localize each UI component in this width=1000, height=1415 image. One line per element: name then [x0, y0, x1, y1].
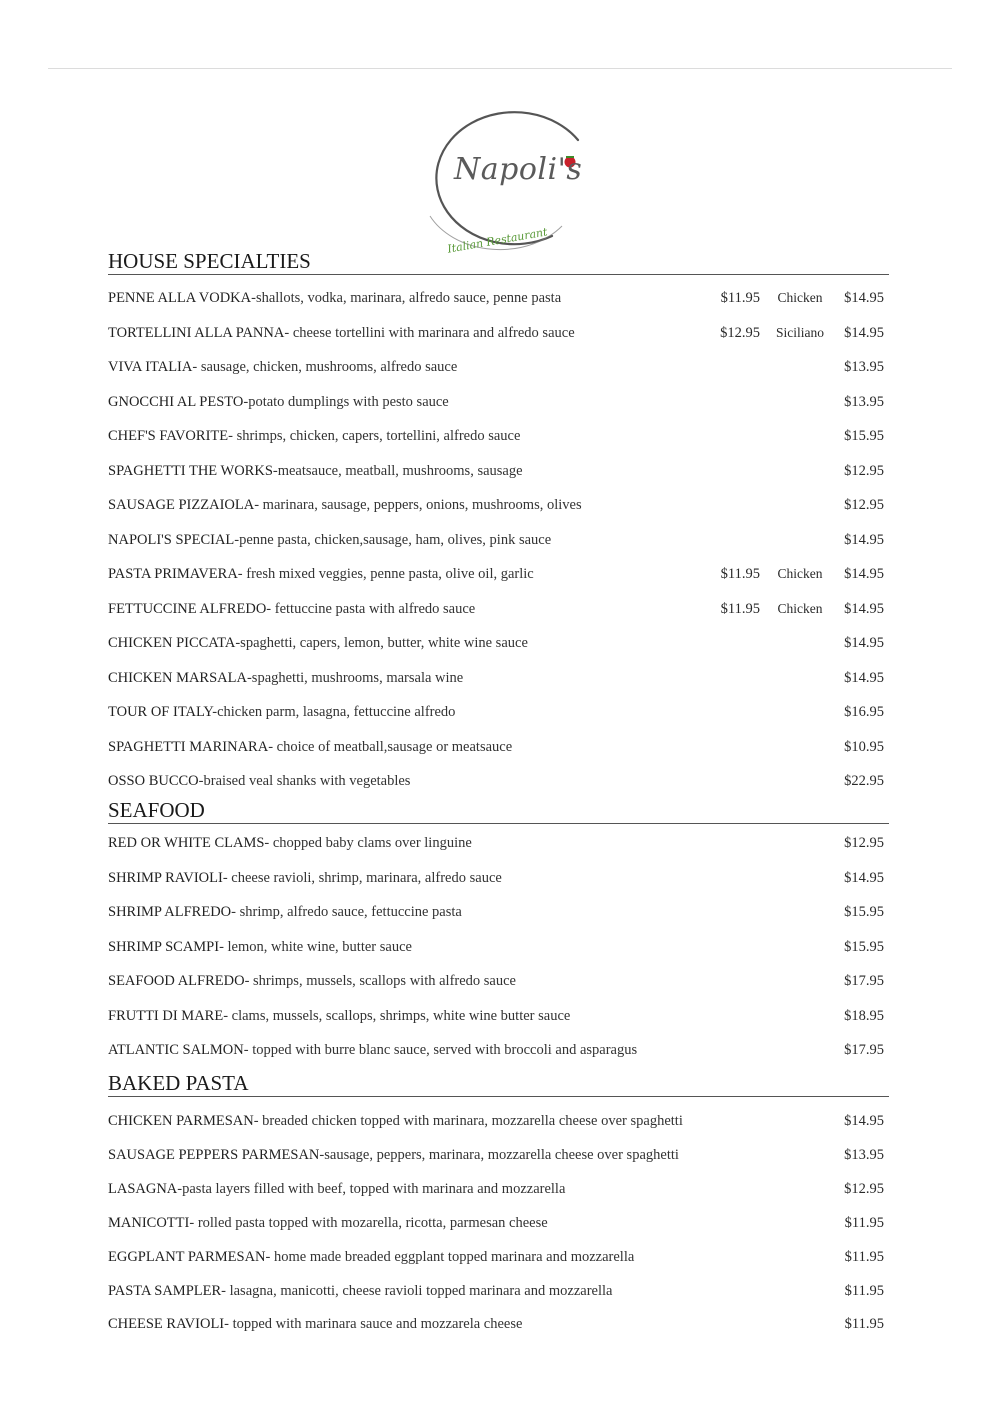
- menu-item-price: $14.95: [844, 532, 884, 548]
- menu-item-description: - choice of meatball,sausage or meatsauce: [268, 739, 513, 755]
- menu-item-description: -shallots, vodka, marinara, alfredo sauce, penne pasta: [251, 290, 562, 306]
- menu-item-name: PASTA SAMPLER: [108, 1283, 222, 1299]
- menu-item-name: SHRIMP SCAMPI: [108, 939, 220, 955]
- menu-item-name: SEAFOOD ALFREDO: [108, 973, 245, 989]
- section-heading: BAKED PASTA: [108, 1070, 889, 1097]
- menu-item-description: -spaghetti, capers, lemon, butter, white wine sauce: [235, 635, 528, 651]
- menu-item: [108, 936, 884, 958]
- menu-item-text: [108, 1313, 522, 1335]
- menu-item-description: - topped with marinara sauce and mozzarela cheese: [224, 1316, 523, 1332]
- menu-item-description: - breaded chicken topped with marinara, mozzarella cheese over spaghetti: [253, 1113, 683, 1129]
- menu-item-name: FETTUCCINE ALFREDO: [108, 601, 267, 617]
- menu-item-base-price: $12.95: [720, 325, 760, 341]
- menu-item-description: - shrimps, chicken, capers, tortellini, alfredo sauce: [228, 428, 521, 444]
- menu-item-variant: Chicken: [777, 601, 823, 616]
- menu-item-name: SHRIMP RAVIOLI: [108, 870, 223, 886]
- menu-item-text: [108, 867, 502, 889]
- section-heading: HOUSE SPECIALTIES: [108, 248, 889, 275]
- menu-item-name: TORTELLINI ALLA PANNA: [108, 325, 285, 341]
- menu-item-text: [108, 598, 475, 620]
- menu-item-description: -braised veal shanks with vegetables: [198, 773, 411, 789]
- menu-item-name: TOUR OF ITALY: [108, 704, 213, 720]
- menu-item-price: $22.95: [844, 773, 884, 789]
- menu-item-text: [108, 1039, 637, 1061]
- menu-item: [108, 970, 884, 992]
- menu-item-name: SPAGHETTI MARINARA: [108, 739, 269, 755]
- menu-item-text: [108, 1178, 565, 1200]
- menu-item-name: LASAGNA: [108, 1181, 178, 1197]
- menu-item-price: $14.95: [844, 290, 884, 306]
- menu-item: [108, 770, 884, 792]
- menu-item: [108, 425, 884, 447]
- menu-item-name: CHEF'S FAVORITE: [108, 428, 229, 444]
- menu-item: [108, 701, 884, 723]
- menu-item-price: $11.95: [844, 1283, 884, 1299]
- menu-item-description: - cheese tortellini with marinara and alfredo sauce: [284, 325, 575, 341]
- menu-item-price: $14.95: [844, 601, 884, 617]
- menu-item-description: -spaghetti, mushrooms, marsala wine: [246, 670, 464, 686]
- menu-item-name: PASTA PRIMAVERA: [108, 566, 238, 582]
- menu-item: [108, 1246, 884, 1268]
- menu-item-description: - chopped baby clams over linguine: [264, 835, 472, 851]
- menu-item-name: NAPOLI'S SPECIAL: [108, 532, 235, 548]
- logo-tagline: Italian Restaurant: [446, 225, 549, 256]
- menu-item-name: EGGPLANT PARMESAN: [108, 1249, 266, 1265]
- menu-item-text: [108, 287, 561, 309]
- menu-item-text: [108, 494, 582, 516]
- menu-item-text: [108, 425, 520, 447]
- menu-item-price: $12.95: [844, 1181, 884, 1197]
- menu-item: [108, 667, 884, 689]
- menu-item-name: SAUSAGE PIZZAIOLA: [108, 497, 255, 513]
- menu-item-price: $15.95: [844, 904, 884, 920]
- menu-item-price: $17.95: [844, 973, 884, 989]
- menu-item: [108, 1110, 884, 1132]
- menu-item-variant: Chicken: [777, 290, 823, 305]
- menu-item: [108, 1212, 884, 1234]
- menu-item: [108, 632, 884, 654]
- menu-item-name: OSSO BUCCO: [108, 773, 199, 789]
- menu-item-description: - topped with burre blanc sauce, served with broccoli and asparagus: [243, 1042, 638, 1058]
- menu-item-price: $14.95: [844, 670, 884, 686]
- menu-item-price: $12.95: [844, 497, 884, 513]
- menu-item-price: $11.95: [844, 1249, 884, 1265]
- menu-item-text: [108, 632, 528, 654]
- menu-item-text: [108, 1212, 548, 1234]
- menu-item-base-price: $11.95: [720, 566, 760, 582]
- menu-item-description: - shrimps, mussels, scallops with alfredo sauce: [244, 973, 516, 989]
- menu-item-price: $15.95: [844, 428, 884, 444]
- menu-item-price: $14.95: [844, 870, 884, 886]
- menu-item-base-price: $11.95: [720, 290, 760, 306]
- menu-item: [108, 1313, 884, 1335]
- menu-item-description: - fettuccine pasta with alfredo sauce: [266, 601, 476, 617]
- menu-item-description: -chicken parm, lasagna, fettuccine alfredo: [212, 704, 456, 720]
- menu-item-description: -potato dumplings with pesto sauce: [243, 394, 449, 410]
- menu-item-price: $14.95: [844, 635, 884, 651]
- menu-item-description: -meatsauce, meatball, mushrooms, sausage: [272, 463, 523, 479]
- menu-item-description: - clams, mussels, scallops, shrimps, white wine butter sauce: [223, 1008, 571, 1024]
- menu-item-base-price: $11.95: [720, 601, 760, 617]
- menu-item: [108, 494, 884, 516]
- menu-item: [108, 1144, 884, 1166]
- menu-item-text: [108, 322, 575, 344]
- menu-item-price: $14.95: [844, 325, 884, 341]
- menu-item-price: $13.95: [844, 359, 884, 375]
- menu-item-text: [108, 770, 410, 792]
- menu-item-text: [108, 1005, 570, 1027]
- menu-item-text: [108, 970, 516, 992]
- menu-item-variant: Chicken: [777, 566, 823, 581]
- menu-item-description: - sausage, chicken, mushrooms, alfredo sauce: [192, 359, 458, 375]
- menu-item: [108, 867, 884, 889]
- menu-item-name: CHICKEN PICCATA: [108, 635, 236, 651]
- menu-item-text: [108, 832, 472, 854]
- menu-item-price: $15.95: [844, 939, 884, 955]
- menu-item-description: - rolled pasta topped with mozarella, ricotta, parmesan cheese: [189, 1215, 548, 1231]
- menu-item-description: - lemon, white wine, butter sauce: [219, 939, 412, 955]
- menu-item: [108, 832, 884, 854]
- menu-item-text: [108, 936, 412, 958]
- menu-item-description: -sausage, peppers, marinara, mozzarella cheese over spaghetti: [319, 1147, 679, 1163]
- menu-item-text: [108, 1246, 634, 1268]
- menu-item-text: [108, 1144, 679, 1166]
- menu-item-name: SAUSAGE PEPPERS PARMESAN: [108, 1147, 320, 1163]
- menu-item-text: [108, 460, 523, 482]
- menu-item-variant: Siciliano: [776, 325, 824, 340]
- menu-item-text: [108, 1280, 612, 1302]
- menu-item-price: $12.95: [844, 463, 884, 479]
- logo-name: Napoli's: [454, 152, 583, 187]
- menu-item-description: - lasagna, manicotti, cheese ravioli topped marinara and mozzarella: [221, 1283, 613, 1299]
- menu-item-description: - marinara, sausage, peppers, onions, mushrooms, olives: [254, 497, 582, 513]
- menu-item-price: $17.95: [844, 1042, 884, 1058]
- menu-item-name: CHICKEN PARMESAN: [108, 1113, 254, 1129]
- menu-item-price: $14.95: [844, 566, 884, 582]
- menu-item: [108, 1039, 884, 1061]
- menu-item: [108, 391, 884, 413]
- menu-item-name: ATLANTIC SALMON: [108, 1042, 244, 1058]
- menu-item: [108, 901, 884, 923]
- menu-item-name: CHICKEN MARSALA: [108, 670, 247, 686]
- menu-item: [108, 356, 884, 378]
- menu-item-price: $18.95: [844, 1008, 884, 1024]
- menu-item-name: SPAGHETTI THE WORKS: [108, 463, 273, 479]
- menu-item-name: VIVA ITALIA: [108, 359, 193, 375]
- top-divider: [48, 68, 952, 69]
- menu-item-text: [108, 529, 551, 551]
- menu-item-name: FRUTTI DI MARE: [108, 1008, 224, 1024]
- menu-item-name: GNOCCHI AL PESTO: [108, 394, 244, 410]
- menu-item-name: RED OR WHITE CLAMS: [108, 835, 265, 851]
- menu-item-text: [108, 356, 457, 378]
- section-heading: SEAFOOD: [108, 797, 889, 824]
- menu-item: [108, 529, 884, 551]
- menu-item-text: [108, 901, 462, 923]
- menu-item-description: -pasta layers filled with beef, topped with marinara and mozzarella: [177, 1181, 566, 1197]
- menu-item-price: $10.95: [844, 739, 884, 755]
- menu-item: [108, 460, 884, 482]
- menu-item: [108, 736, 884, 758]
- menu-item-text: [108, 563, 534, 585]
- menu-item-price: $11.95: [844, 1316, 884, 1332]
- menu-item-text: [108, 701, 455, 723]
- menu-item-name: MANICOTTI: [108, 1215, 190, 1231]
- menu-item-price: $14.95: [844, 1113, 884, 1129]
- menu-item: [108, 563, 884, 585]
- menu-item-price: $11.95: [844, 1215, 884, 1231]
- menu-item: [108, 1005, 884, 1027]
- menu-item-name: SHRIMP ALFREDO: [108, 904, 232, 920]
- menu-item-text: [108, 667, 463, 689]
- menu-item: [108, 322, 884, 344]
- menu-item-price: $12.95: [844, 835, 884, 851]
- menu-item-price: $16.95: [844, 704, 884, 720]
- menu-item-description: - home made breaded eggplant topped marinara and mozzarella: [265, 1249, 635, 1265]
- menu-item-text: [108, 391, 449, 413]
- menu-item-text: [108, 1110, 683, 1132]
- menu-item-name: CHEESE RAVIOLI: [108, 1316, 225, 1332]
- menu-item-description: -penne pasta, chicken,sausage, ham, olives, pink sauce: [234, 532, 552, 548]
- menu-item-description: - shrimp, alfredo sauce, fettuccine pasta: [231, 904, 462, 920]
- restaurant-logo: [402, 98, 602, 258]
- menu-item-price: $13.95: [844, 394, 884, 410]
- menu-item-name: PENNE ALLA VODKA: [108, 290, 252, 306]
- menu-item: [108, 287, 884, 309]
- menu-item-description: - cheese ravioli, shrimp, marinara, alfredo sauce: [222, 870, 502, 886]
- menu-item: [108, 598, 884, 620]
- menu-item-price: $13.95: [844, 1147, 884, 1163]
- menu-item: [108, 1178, 884, 1200]
- menu-item-description: - fresh mixed veggies, penne pasta, olive oil, garlic: [237, 566, 534, 582]
- menu-item: [108, 1280, 884, 1302]
- menu-item-text: [108, 736, 512, 758]
